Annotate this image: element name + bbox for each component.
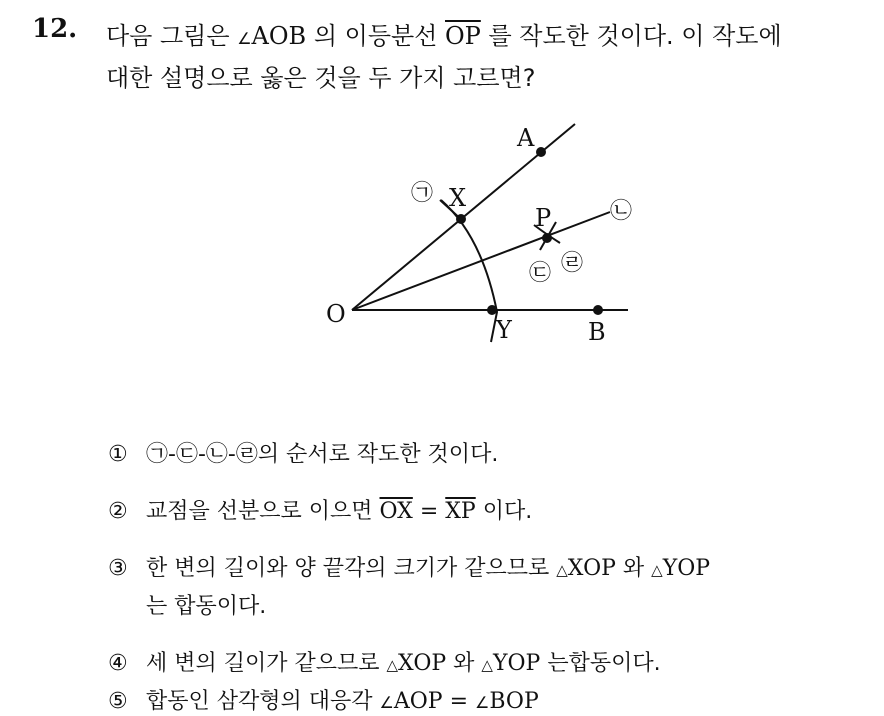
point-p [542,233,552,243]
question-text-part: 의 이등분선 [306,22,445,50]
choice-text: 한 변의 길이와 양 끝각의 크기가 같으므로 [146,556,557,581]
angle-symbol: ∠ [475,693,490,712]
choice-text: 와 [446,651,482,676]
label-y: Y [496,316,512,344]
choice-3-continued: 는 합동이다. [146,594,267,619]
mark-n: ㉡ [610,199,633,224]
choice-number: ④ [108,651,128,676]
choice-2[interactable] [108,494,532,525]
triangle-symbol: △ [556,561,568,579]
choice-4[interactable] [108,646,661,677]
choice-5[interactable] [108,684,539,715]
mark-d: ㉢ [529,261,552,286]
choice-text: 합동인 삼각형의 대응각 [146,689,380,714]
label-o: O [326,300,346,328]
point-a [536,147,546,157]
triangle-xop: XOP [567,556,616,581]
triangle-symbol: △ [386,656,399,674]
mark-g: ㉠ [411,181,434,206]
choice-text: ㉠-㉢-㉡-㉣의 순서로 작도한 것이다. [146,442,499,467]
question-text-part: 를 작도한 것이다. 이 작도에 [480,22,782,50]
equals-sign: = [442,689,476,714]
arc-xy [441,200,497,342]
label-x: X [449,184,467,212]
choice-text: 와 [615,556,652,581]
point-y [487,305,497,315]
choice-number: ③ [108,556,128,581]
angle-name: AOB [251,22,307,50]
triangle-yop: YOP [662,556,711,581]
angle-symbol: ∠ [379,693,394,712]
question-number: 12. [32,14,78,44]
label-b: B [588,318,606,346]
triangle-symbol: △ [481,656,493,674]
triangle-symbol: △ [651,561,663,579]
triangle-yop: YOP [492,651,541,676]
angle-symbol: ∠ [237,29,252,48]
segment-xp: $\overline{XP}$ [445,499,476,524]
triangle-xop: XOP [398,651,447,676]
choice-text: 세 변의 길이가 같으므로 [146,651,387,676]
label-a: A [517,124,535,152]
segment-ox: $\overline{OX}$ [379,499,413,524]
angle-bop: BOP [489,689,539,714]
label-p: P [535,204,552,232]
choice-number: ⑤ [108,689,128,714]
mark-r: ㉣ [561,251,584,276]
point-b [593,305,603,315]
choice-1[interactable] [108,437,498,468]
angle-aop: AOP [393,689,443,714]
question-text-line2: 대한 설명으로 옳은 것을 두 가지 고르면? [106,64,536,92]
choice-number: ① [108,442,128,467]
choice-text: 는합동이다. [540,651,661,676]
equals-sign: = [412,499,446,524]
choice-text: 이다. [475,499,533,524]
choice-text: 교점을 선분으로 이으면 [146,499,380,524]
point-x [456,214,466,224]
choice-3[interactable] [108,551,710,582]
segment-op: $\overline{OP}$ [445,22,481,50]
choice-number: ② [108,499,128,524]
question-text-part: 다음 그림은 [106,22,238,50]
